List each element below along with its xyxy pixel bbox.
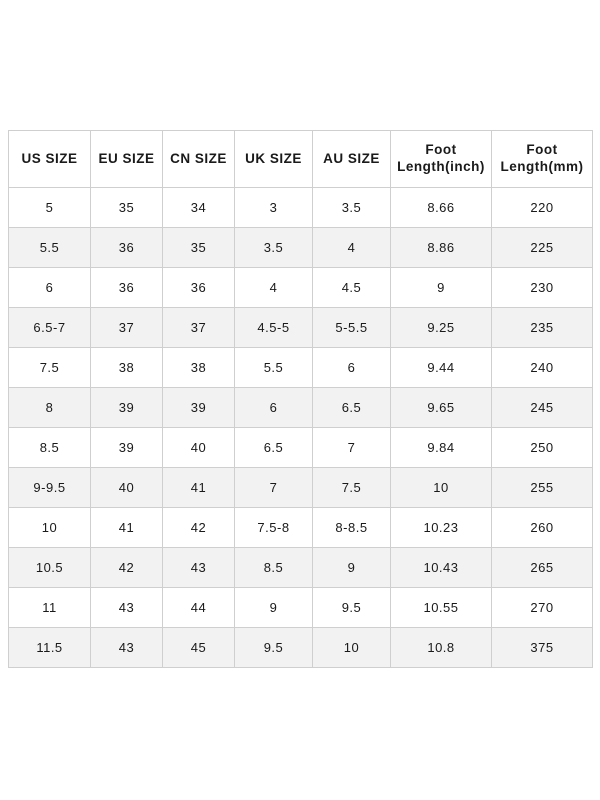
- cell-foot-length-mm: 235: [492, 308, 593, 348]
- cell-au-size: 9: [313, 548, 391, 588]
- cell-foot-length-mm: 375: [492, 628, 593, 668]
- table-row: [9, 628, 593, 668]
- cell-foot-length-mm: 245: [492, 388, 593, 428]
- cell-au-size: 9.5: [313, 588, 391, 628]
- cell-cn-size: 42: [163, 508, 235, 548]
- cell-cn-size: 36: [163, 268, 235, 308]
- cell-uk-size: 6: [235, 388, 313, 428]
- cell-foot-length-mm: 230: [492, 268, 593, 308]
- cell-foot-length-mm: 250: [492, 428, 593, 468]
- cell-uk-size: 3: [235, 188, 313, 228]
- column-header-uk-size: UK SIZE: [235, 131, 313, 188]
- cell-cn-size: 45: [163, 628, 235, 668]
- cell-us-size: 6: [9, 268, 91, 308]
- cell-us-size: 5.5: [9, 228, 91, 268]
- cell-cn-size: 40: [163, 428, 235, 468]
- table-row: [9, 308, 593, 348]
- cell-au-size: 4: [313, 228, 391, 268]
- cell-au-size: 6.5: [313, 388, 391, 428]
- cell-au-size: 5-5.5: [313, 308, 391, 348]
- cell-au-size: 10: [313, 628, 391, 668]
- cell-uk-size: 9: [235, 588, 313, 628]
- cell-foot-length-inch: 10.8: [391, 628, 492, 668]
- table-row: [9, 388, 593, 428]
- cell-foot-length-mm: 225: [492, 228, 593, 268]
- cell-foot-length-inch: 8.86: [391, 228, 492, 268]
- cell-cn-size: 44: [163, 588, 235, 628]
- cell-uk-size: 9.5: [235, 628, 313, 668]
- cell-eu-size: 40: [91, 468, 163, 508]
- column-header-foot-length-inch: Foot Length(inch): [391, 131, 492, 188]
- table-row: [9, 428, 593, 468]
- cell-foot-length-inch: 10.43: [391, 548, 492, 588]
- cell-us-size: 10: [9, 508, 91, 548]
- cell-foot-length-inch: 8.66: [391, 188, 492, 228]
- table-row: [9, 548, 593, 588]
- table-row: [9, 468, 593, 508]
- column-header-au-size: AU SIZE: [313, 131, 391, 188]
- cell-us-size: 8: [9, 388, 91, 428]
- cell-us-size: 6.5-7: [9, 308, 91, 348]
- cell-uk-size: 4.5-5: [235, 308, 313, 348]
- cell-us-size: 5: [9, 188, 91, 228]
- cell-eu-size: 39: [91, 388, 163, 428]
- cell-foot-length-inch: 9.65: [391, 388, 492, 428]
- cell-eu-size: 41: [91, 508, 163, 548]
- table-header-row: [9, 131, 593, 188]
- cell-au-size: 4.5: [313, 268, 391, 308]
- cell-foot-length-inch: 10: [391, 468, 492, 508]
- cell-cn-size: 43: [163, 548, 235, 588]
- cell-foot-length-inch: 9.25: [391, 308, 492, 348]
- column-header-foot-length-mm: Foot Length(mm): [492, 131, 593, 188]
- cell-eu-size: 36: [91, 268, 163, 308]
- column-header-cn-size: CN SIZE: [163, 131, 235, 188]
- cell-cn-size: 37: [163, 308, 235, 348]
- cell-us-size: 8.5: [9, 428, 91, 468]
- table-row: [9, 268, 593, 308]
- table-body: [9, 188, 593, 668]
- cell-foot-length-inch: 10.23: [391, 508, 492, 548]
- cell-uk-size: 3.5: [235, 228, 313, 268]
- table-row: [9, 508, 593, 548]
- cell-cn-size: 41: [163, 468, 235, 508]
- cell-au-size: 6: [313, 348, 391, 388]
- cell-us-size: 11.5: [9, 628, 91, 668]
- cell-foot-length-mm: 265: [492, 548, 593, 588]
- cell-uk-size: 7: [235, 468, 313, 508]
- cell-foot-length-inch: 9.44: [391, 348, 492, 388]
- cell-eu-size: 35: [91, 188, 163, 228]
- cell-au-size: 3.5: [313, 188, 391, 228]
- cell-us-size: 9-9.5: [9, 468, 91, 508]
- cell-eu-size: 39: [91, 428, 163, 468]
- cell-cn-size: 38: [163, 348, 235, 388]
- cell-us-size: 10.5: [9, 548, 91, 588]
- size-chart-table: [8, 130, 593, 668]
- cell-cn-size: 34: [163, 188, 235, 228]
- cell-eu-size: 36: [91, 228, 163, 268]
- cell-uk-size: 7.5-8: [235, 508, 313, 548]
- size-chart-container: [8, 130, 592, 668]
- cell-us-size: 11: [9, 588, 91, 628]
- cell-foot-length-mm: 260: [492, 508, 593, 548]
- cell-uk-size: 5.5: [235, 348, 313, 388]
- cell-uk-size: 8.5: [235, 548, 313, 588]
- cell-foot-length-inch: 9: [391, 268, 492, 308]
- cell-eu-size: 42: [91, 548, 163, 588]
- cell-eu-size: 43: [91, 588, 163, 628]
- cell-foot-length-mm: 220: [492, 188, 593, 228]
- cell-uk-size: 6.5: [235, 428, 313, 468]
- cell-us-size: 7.5: [9, 348, 91, 388]
- cell-foot-length-mm: 240: [492, 348, 593, 388]
- cell-eu-size: 37: [91, 308, 163, 348]
- table-row: [9, 228, 593, 268]
- cell-au-size: 8-8.5: [313, 508, 391, 548]
- cell-foot-length-inch: 10.55: [391, 588, 492, 628]
- cell-foot-length-inch: 9.84: [391, 428, 492, 468]
- table-row: [9, 348, 593, 388]
- cell-foot-length-mm: 270: [492, 588, 593, 628]
- column-header-eu-size: EU SIZE: [91, 131, 163, 188]
- cell-uk-size: 4: [235, 268, 313, 308]
- table-row: [9, 588, 593, 628]
- table-row: [9, 188, 593, 228]
- cell-cn-size: 39: [163, 388, 235, 428]
- column-header-us-size: US SIZE: [9, 131, 91, 188]
- cell-eu-size: 43: [91, 628, 163, 668]
- cell-foot-length-mm: 255: [492, 468, 593, 508]
- cell-eu-size: 38: [91, 348, 163, 388]
- cell-au-size: 7.5: [313, 468, 391, 508]
- cell-cn-size: 35: [163, 228, 235, 268]
- table-header: [9, 131, 593, 188]
- cell-au-size: 7: [313, 428, 391, 468]
